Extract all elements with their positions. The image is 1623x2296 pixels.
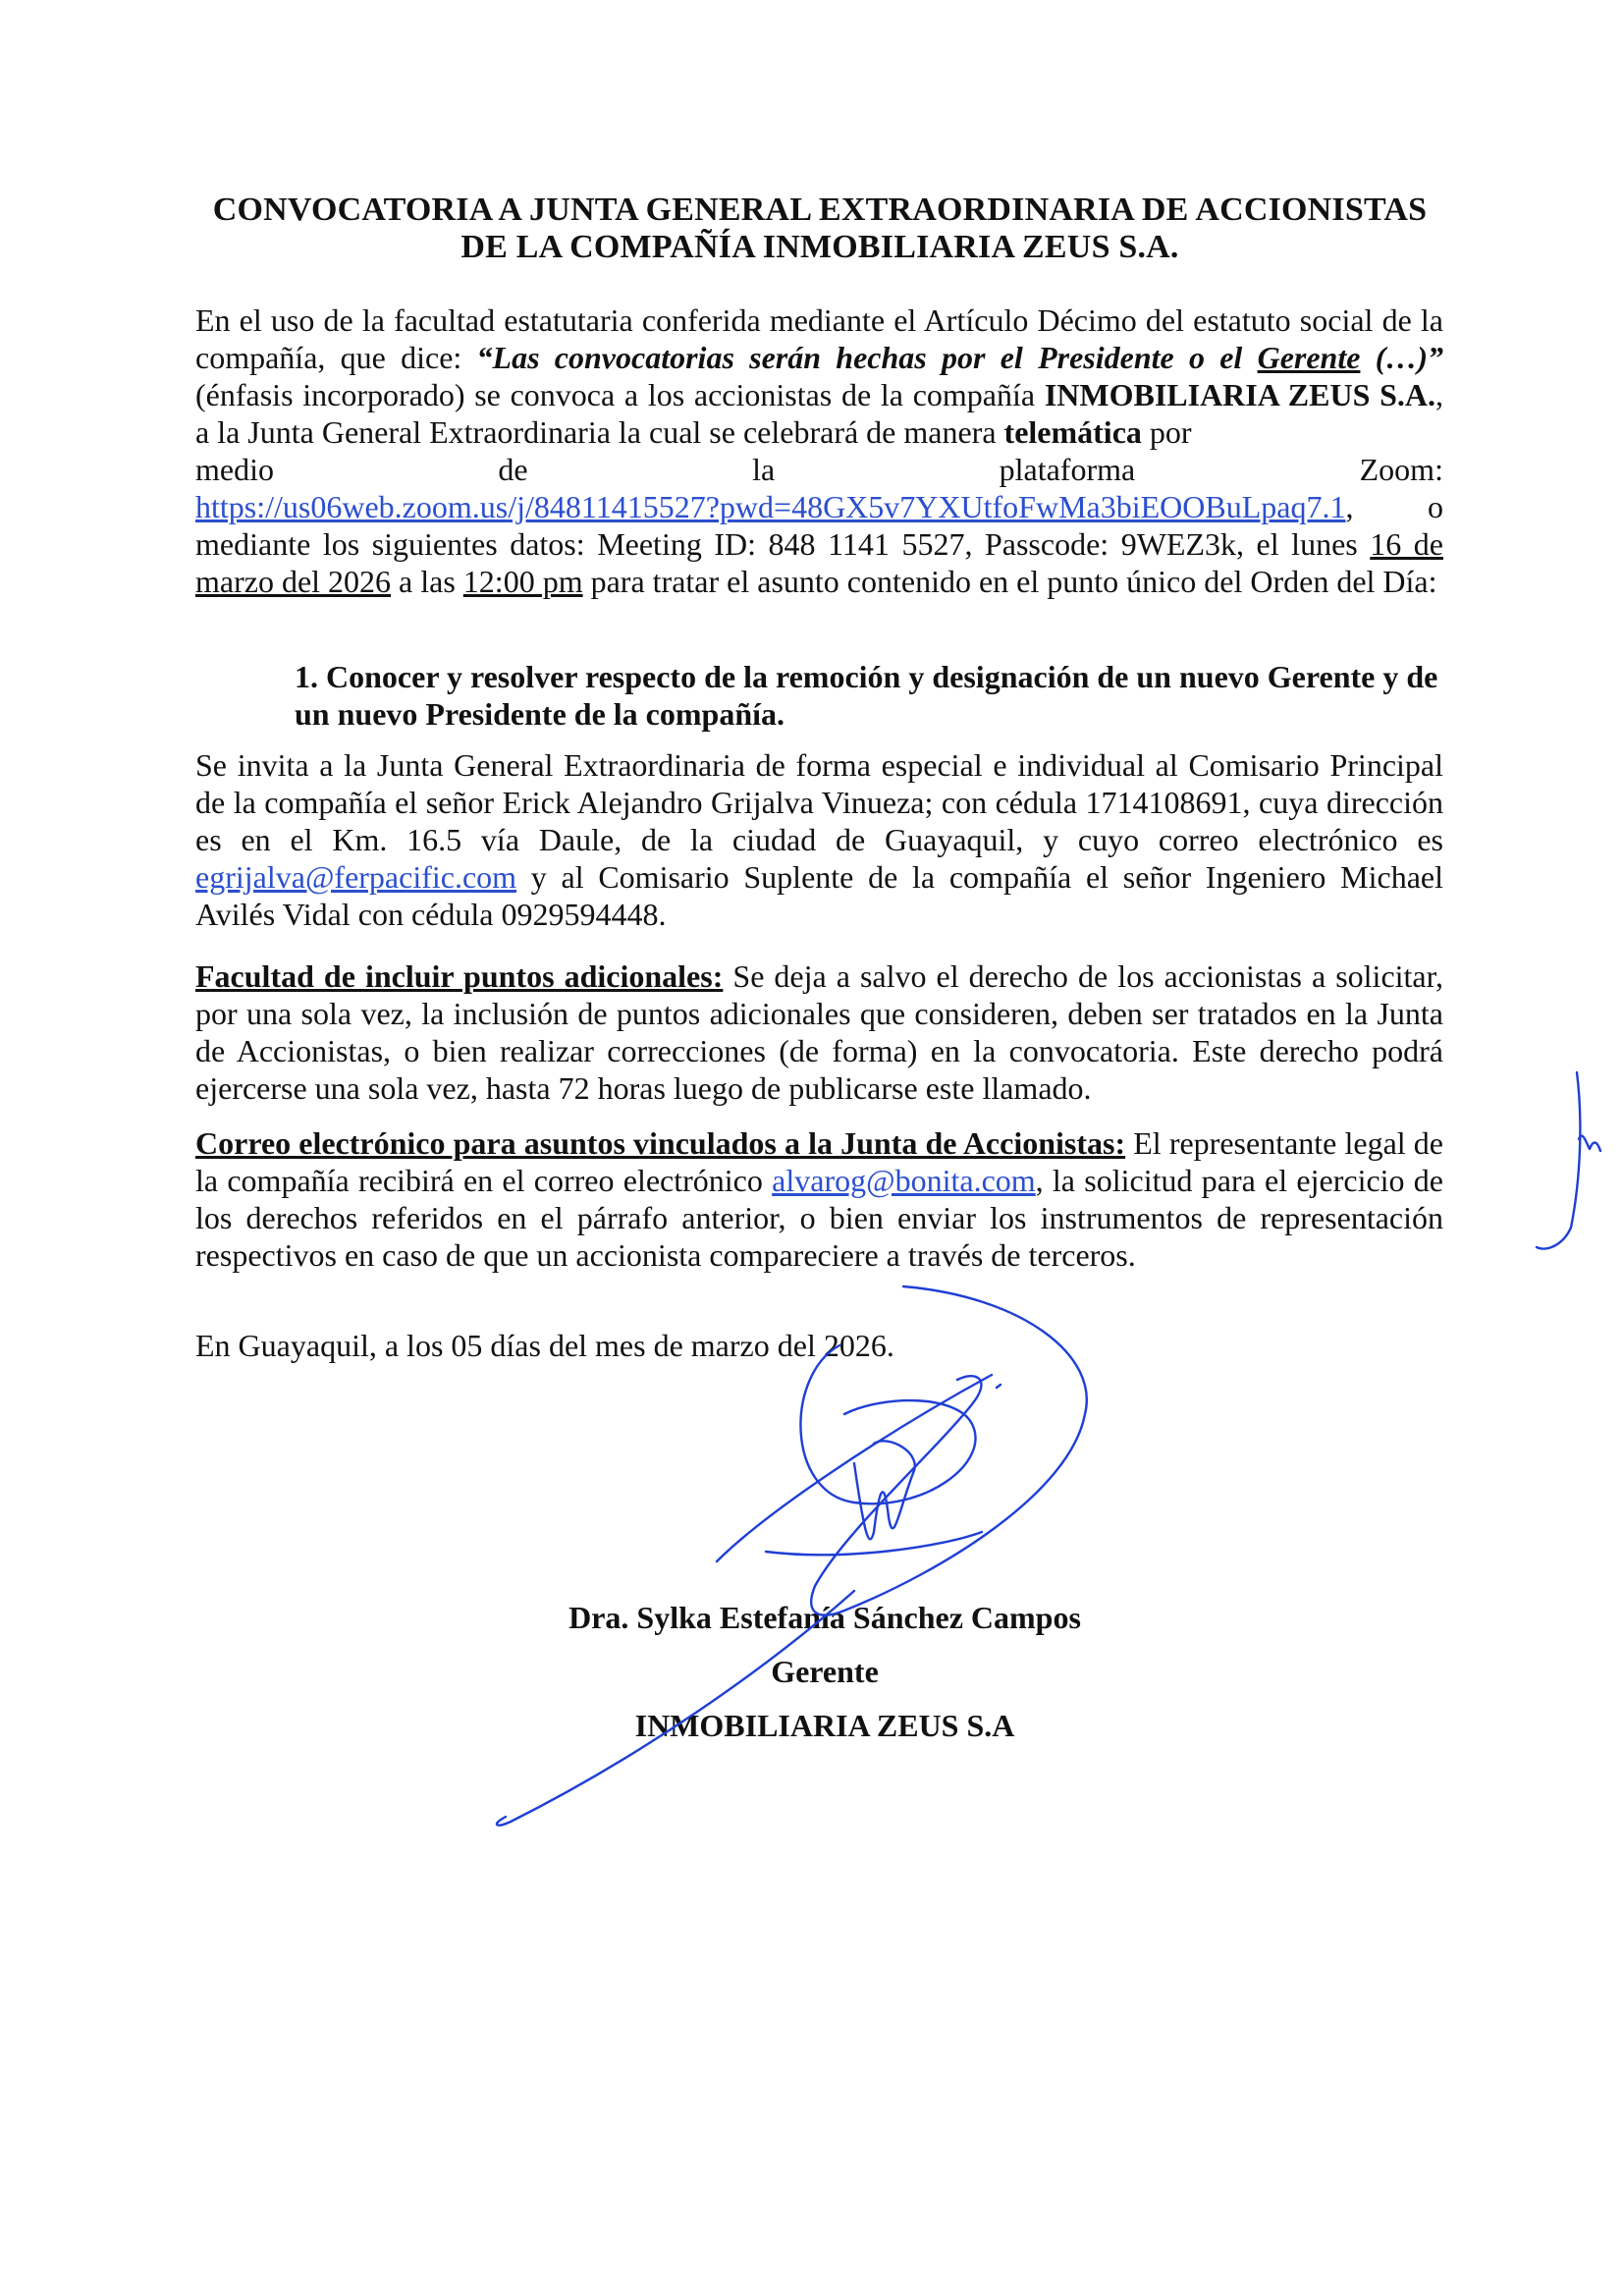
platform-word: plataforma [999, 452, 1136, 487]
agenda-item-1: 1. Conocer y resolver respecto de la remoción y designación de un nuevo Gerente y de un nuevo Presidente de la compañía. [295, 659, 1438, 732]
p2-text-1: Se invita a la Junta General Extraordinaria de forma especial e individual al Comisario Principal de la compañía el señor Erick Alejandro Grijalva Vinueza; con cédula 1714108691, cuya dirección es en el Km. 16.5 vía Daule, de la ciudad de Guayaquil, y cuyo correo electrónico es [195, 747, 1443, 857]
p1-text-2: (énfasis incorporado) se convoca a los accionistas de la compañía [195, 377, 1045, 412]
statute-quote-a: “Las convocatorias serán hechas por el Presidente o el [476, 340, 1258, 375]
platform-word: Zoom: [1359, 452, 1443, 487]
statute-quote-gerente: Gerente [1257, 340, 1361, 375]
margin-initial-stroke [1537, 1072, 1580, 1249]
p1-text-5: , o mediante los siguientes datos: Meeting ID: 848 1141 5527, Passcode: 9WEZ3k, el lunes [195, 489, 1443, 562]
additional-points-paragraph [195, 957, 1443, 1107]
p2-text-2: y al Comisario Suplente de la compañía el señor Ingeniero Michael Avilés Vidal con cédula 0929594448. [195, 859, 1443, 932]
zoom-link[interactable]: https://us06web.zoom.us/j/84811415527?pwd=48GX5v7YXUtfoFwMa3biEOOBuLpaq7.1 [195, 489, 1346, 524]
p1-text-7: para tratar el asunto contenido en el punto único del Orden del Día: [582, 564, 1437, 599]
signer-role: Gerente [771, 1654, 879, 1689]
meeting-time: 12:00 pm [462, 564, 583, 599]
title-line-2: DE LA COMPAÑÍA INMOBILIARIA ZEUS S.A. [460, 229, 1179, 265]
email-heading: Correo electrónico para asuntos vinculados a la Junta de Accionistas: [195, 1125, 1126, 1161]
commissioners-paragraph [195, 746, 1443, 933]
statute-quote-b: (…)” [1360, 340, 1444, 375]
meeting-date: 16 de marzo del 2026 [195, 526, 1444, 599]
p1-text-3: , a la Junta General Extraordinaria la cual se celebrará de manera [195, 377, 1444, 450]
signature-dot-stroke [997, 1385, 1001, 1388]
p1-text-6: a las [391, 564, 463, 599]
title-line-1: CONVOCATORIA A JUNTA GENERAL EXTRAORDINARIA DE ACCIONISTAS [212, 191, 1428, 228]
place-date-line: En Guayaquil, a los 05 días del mes de marzo del 2026. [195, 1328, 894, 1363]
telematica-word: telemática [1003, 414, 1142, 450]
platform-line [195, 451, 1443, 488]
email-paragraph [195, 1124, 1443, 1274]
p4-text-1: El representante legal de la compañía recibirá en el correo electrónico [195, 1125, 1444, 1198]
signature-scribble-stroke [854, 1441, 915, 1539]
convocation-paragraph [195, 301, 1443, 600]
additional-points-body: Se deja a salvo el derecho de los accionistas a solicitar, por una sola vez, la inclusión de puntos adicionales que consideren, deben ser tratados en la Junta de Accionistas, o bien realizar correcciones (de forma) en la convocatoria. Este derecho podrá ejercerse una sola vez, hasta 72 horas luego de publicarse este llamado. [195, 958, 1444, 1106]
platform-word: la [752, 452, 776, 487]
platform-word: de [498, 452, 528, 487]
platform-word: medio [195, 452, 274, 487]
company-name-inline: INMOBILIARIA ZEUS S.A. [1044, 377, 1436, 412]
representative-email-link[interactable]: alvarog@bonita.com [772, 1163, 1036, 1198]
document-title [147, 191, 1492, 266]
signature-oval-stroke [800, 1345, 975, 1503]
signer-name: Dra. Sylka Estefanía Sánchez Campos [568, 1600, 1081, 1635]
signature-cross-stroke-2 [766, 1532, 982, 1555]
signer-company: INMOBILIARIA ZEUS S.A [634, 1708, 1015, 1743]
signature-cross-stroke [717, 1375, 992, 1561]
p1-text-4: por [1141, 414, 1192, 450]
margin-initial-stroke-2 [1579, 1136, 1600, 1151]
commissioner-email-link[interactable]: egrijalva@ferpacific.com [195, 859, 517, 895]
p1-text-1: En el uso de la facultad estatutaria conferida mediante el Artículo Décimo del estatuto social de la compañía, que dice: [195, 302, 1443, 375]
p4-text-2: , la solicitud para el ejercicio de los derechos referidos en el párrafo anterior, o bien enviar los instrumentos de representación respectivos en caso de que un accionista compareciere a través de terceros. [195, 1163, 1444, 1273]
additional-points-heading: Facultad de incluir puntos adicionales: [195, 958, 724, 994]
